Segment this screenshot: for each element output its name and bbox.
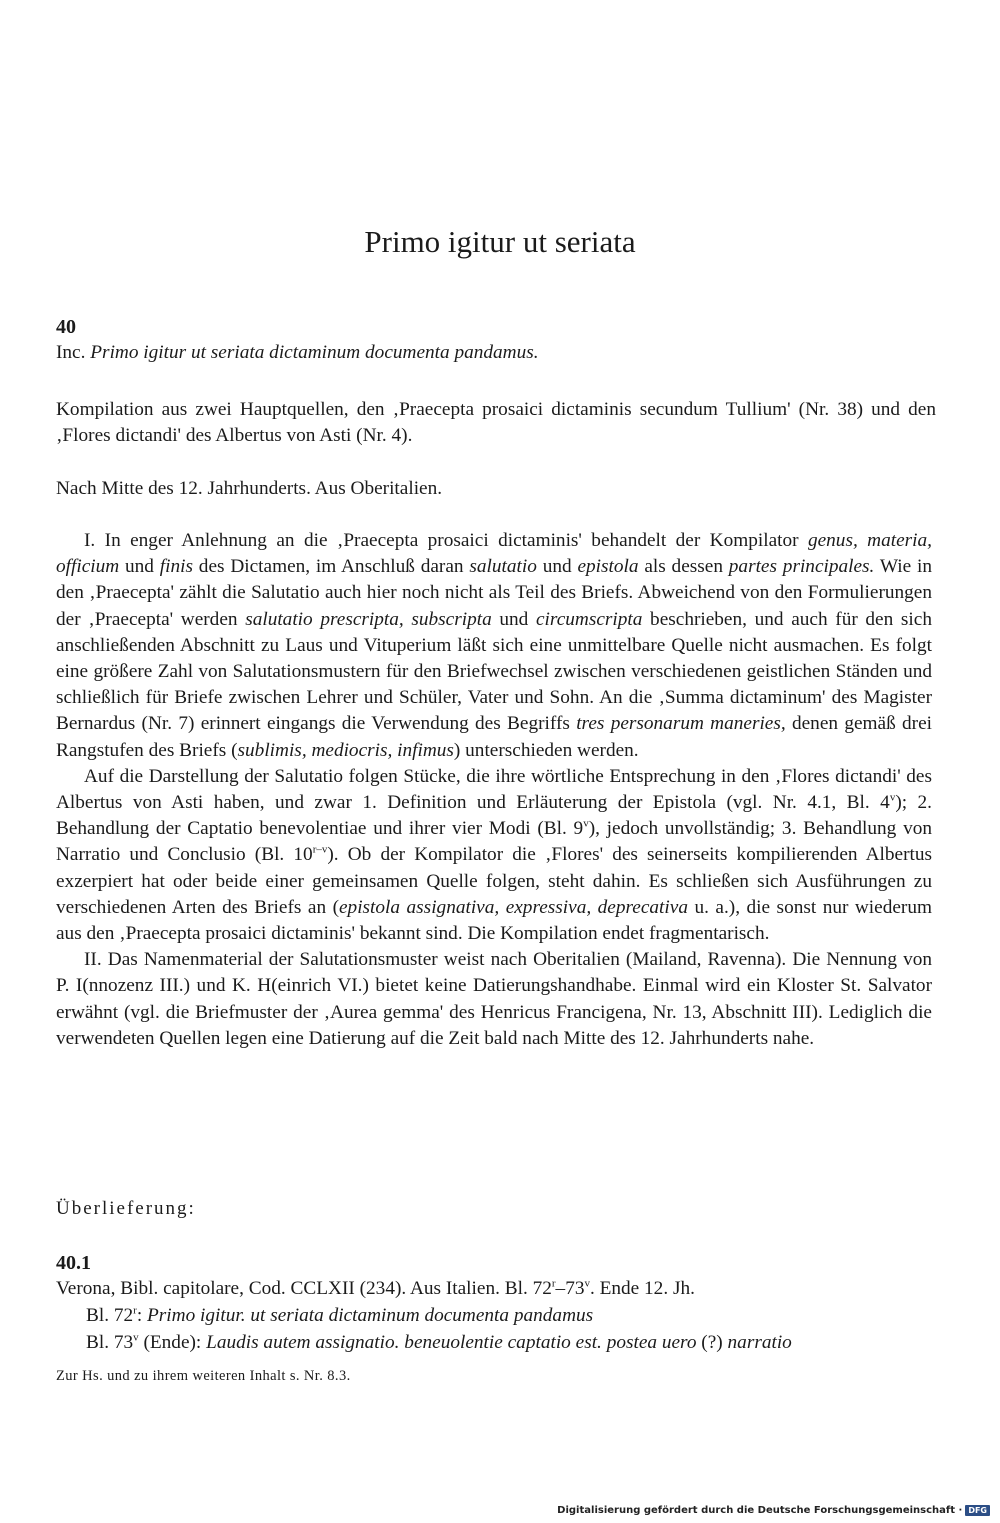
witness-line-3: Bl. 73$^v$ (Ende): Laudis autem assignatio. beneuolentie captatio est. postea uero (?) narratio (86, 1331, 792, 1353)
incipit-text: Primo igitur ut seriata dictaminum documenta pandamus. (90, 342, 539, 363)
footer-text: Digitalisierung gefördert durch die Deutsche Forschungsgemeinschaft · (557, 1505, 963, 1516)
page-title: Primo igitur ut seriata (364, 224, 636, 259)
dfg-logo: DFG (965, 1505, 990, 1516)
dating-line: Nach Mitte des 12. Jahrhunderts. Aus Oberitalien. (56, 478, 443, 499)
witness-line-1: Verona, Bibl. capitolare, Cod. CCLXII (234). Aus Italien. Bl. 72$^r$–73$^v$. Ende 12. Jh. (56, 1277, 695, 1299)
section-number: 40 (56, 316, 76, 338)
footer-credit (557, 1505, 990, 1516)
summary-paragraph (56, 397, 936, 449)
summary-text: Kompilation aus zwei Hauptquellen, den ‚Praecepta prosaici dictaminis secundum Tullium' (Nr. 38) und den ‚Flores dictandi' des Albertus von Asti (Nr. 4). (56, 399, 936, 447)
body-paragraph-1: I. In enger Anlehnung an die ‚Praecepta prosaici dictaminis' behandelt der Kompilator genus, materia, officium und finis des Dictamen, im Anschluß daran salutatio und epistola als dessen partes principales. Wie in den ‚Praecepta' zählt die Salutatio auch hier noch nicht als Teil des Briefs. Abweichend von den Formulierungen der ‚Praecepta' werden salutatio prescripta, subscripta und circumscripta beschrieben, und auch für den sich anschließenden Abschnitt zu Laus und Vituperium läßt sich eine unmittelbare Quelle nicht ausmachen. Es folgt eine größere Zahl von Salutationsmustern für den Briefwechsel zwischen verschiedenen geistlichen Ständen und schließlich für Briefe zwischen Lehrer und Schüler, Vater und Sohn. An die ‚Summa dictaminum' des Magister Bernardus (Nr. 7) erinnert eingangs die Verwendung des Begriffs tres personarum maneries, denen gemäß drei Rangstufen des Briefs (sublimis, mediocris, infimus) unterschieden werden. (56, 530, 933, 761)
body-section (56, 528, 932, 1052)
body-paragraph-2: Auf die Darstellung der Salutatio folgen Stücke, die ihre wörtliche Entsprechung in den ‚Flores dictandi' des Albertus von Asti haben, und zwar 1. Definition und Erläuterung der Epistola (vgl. Nr. 4.1, Bl. 4$^v$); 2. Behandlung der Captatio benevolentiae und ihrer vier Modi (Bl. 9$^v$), jedoch unvollständig; 3. Behandlung von Narratio und Conclusio (Bl. 10$^{r-v}$). Ob der Kompilator die ‚Flores' des seinerseits kompilierenden Albertus exzerpiert hat oder beide einer gemeinsamen Quelle folgen, steht dahin. Es schließen sich Ausführungen zu verschiedenen Arten des Briefs an (epistola assignativa, expressiva, deprecativa u. a.), die sonst nur wiederum aus den ‚Praecepta prosaici dictaminis' bekannt sind. Die Kompilation endet fragmentarisch. (56, 765, 932, 945)
footnote: Zur Hs. und zu ihrem weiteren Inhalt s. Nr. 8.3. (56, 1368, 351, 1384)
witness-line-2: Bl. 72$^r$: Primo igitur. ut seriata dictaminum documenta pandamus (86, 1304, 594, 1326)
incipit-line (56, 339, 539, 366)
witness-number: 40.1 (56, 1252, 91, 1274)
body-paragraph-3: II. Das Namenmaterial der Salutationsmuster weist nach Oberitalien (Mailand, Ravenna). Die Nennung von P. I(nnozenz III.) und K. H(einrich VI.) bietet keine Datierungshandhabe. Einmal wird ein Kloster St. Salvator erwähnt (vgl. die Briefmuster der ‚Aurea gemma' des Henricus Francigena, Nr. 13, Abschnitt III). Lediglich die verwendeten Quellen legen eine Datierung auf die Zeit bald nach Mitte des 12. Jahrhunderts nahe. (56, 949, 932, 1049)
transmission-label: Überlieferung: (56, 1198, 196, 1219)
incipit-label: Inc. (56, 342, 86, 363)
